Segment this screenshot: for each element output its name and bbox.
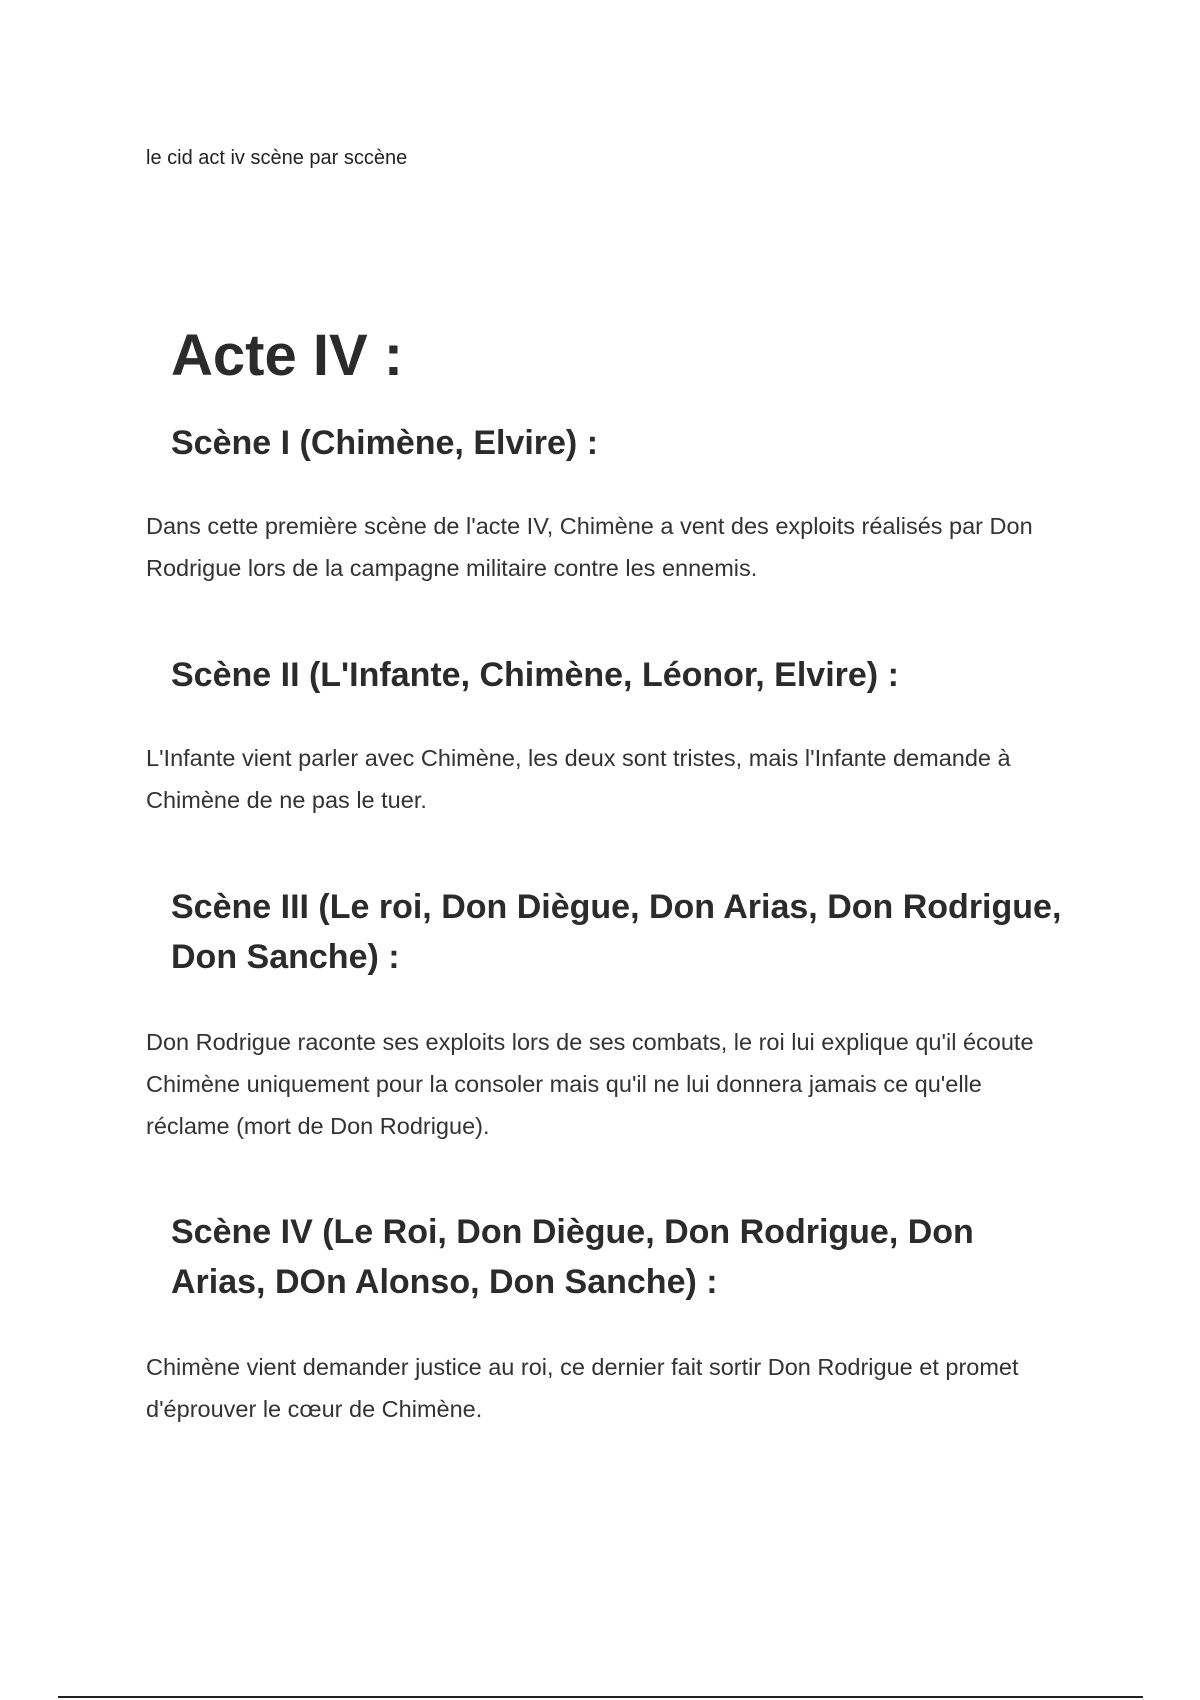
scene-heading: Scène II (L'Infante, Chimène, Léonor, Elvire) : <box>171 656 899 694</box>
scene-heading: Scène III (Le roi, Don Diègue, Don Arias, Don Rodrigue, Don Sanche) : <box>171 888 1062 976</box>
scene-summary: Dans cette première scène de l'acte IV, Chimène a vent des exploits réalisés par Don Rodrigue lors de la campagne militaire contre les ennemis. <box>146 513 1033 581</box>
document-title: le cid act iv scène par sccène <box>146 147 408 169</box>
scene-heading: Scène IV (Le Roi, Don Diègue, Don Rodrigue, Don Arias, DOn Alonso, Don Sanche) : <box>171 1213 974 1301</box>
footer-divider <box>58 1696 1143 1698</box>
scene-summary: Don Rodrigue raconte ses exploits lors de ses combats, le roi lui explique qu'il écoute Chimène uniquement pour la consoler mais qu'il ne lui donnera jamais ce qu'elle réclame (mort de Don Rodrigue). <box>146 1029 1034 1139</box>
scene-summary: Chimène vient demander justice au roi, ce dernier fait sortir Don Rodrigue et promet d'éprouver le cœur de Chimène. <box>146 1354 1019 1422</box>
scene-summary: L'Infante vient parler avec Chimène, les deux sont tristes, mais l'Infante demande à Chimène de ne pas le tuer. <box>146 745 1011 813</box>
scene-heading: Scène I (Chimène, Elvire) : <box>171 424 599 462</box>
act-heading: Acte IV : <box>171 323 404 388</box>
